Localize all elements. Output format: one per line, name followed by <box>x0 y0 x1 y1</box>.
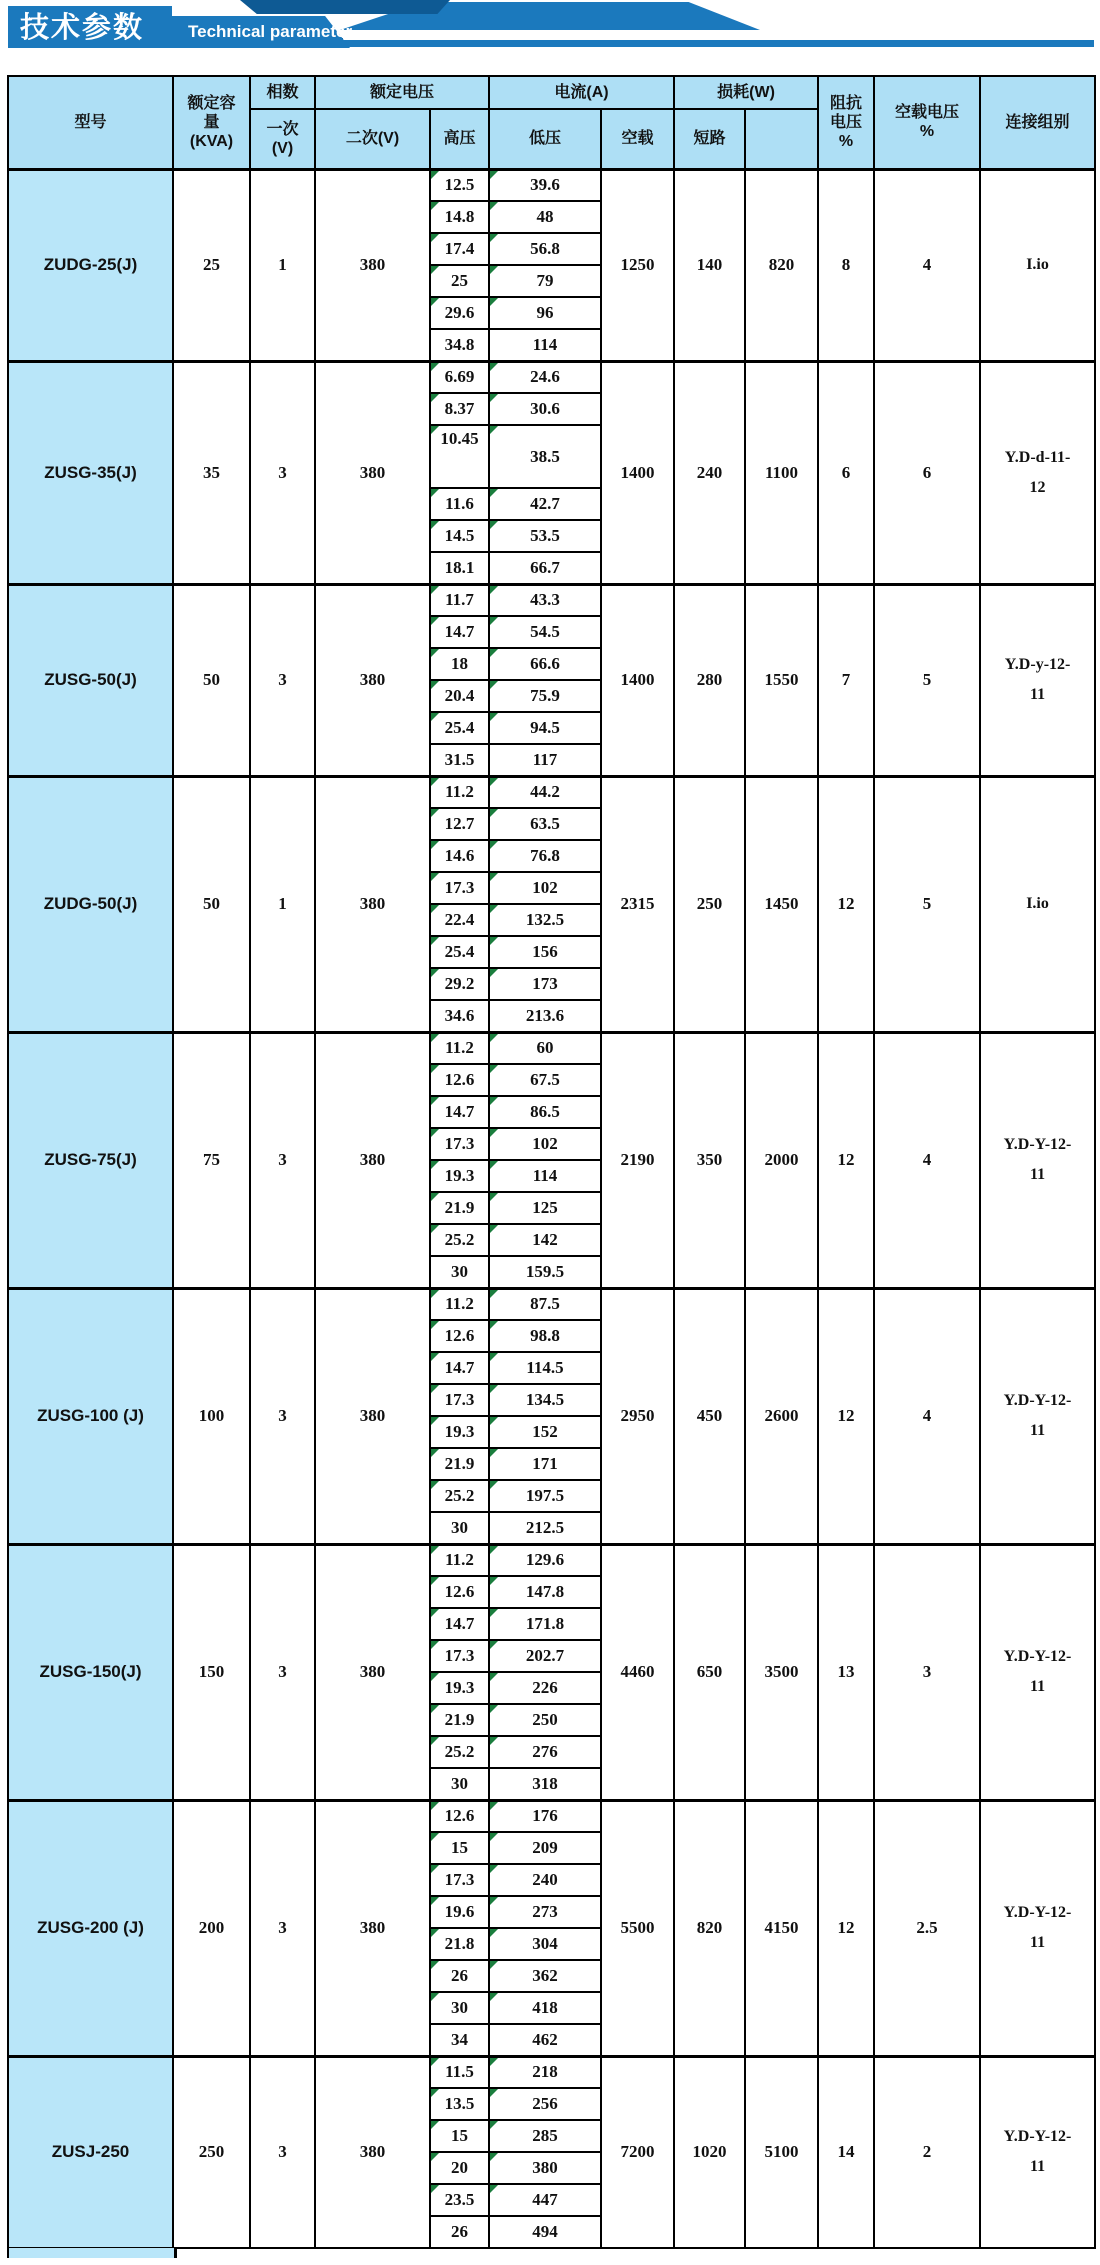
lv-current-cell: 176 <box>489 1800 601 1832</box>
hv-current-cell: 12.6 <box>430 1064 489 1096</box>
lv-current-cell: 318 <box>489 1768 601 1800</box>
header-connection: 连接组别 <box>980 76 1095 169</box>
lv-current-cell: 24.6 <box>489 361 601 393</box>
short-col-value: 820 <box>674 1800 745 2056</box>
header-noload: 空载 <box>601 109 674 169</box>
model-cell: ZUDG-50(J) <box>8 776 173 1032</box>
lv-current-cell: 129.6 <box>489 1544 601 1576</box>
header-secondary: 二次(V) <box>315 109 430 169</box>
table-body <box>8 76 1095 2248</box>
connection-group-cell: Y.D-Y-12- 11 <box>980 1032 1095 1288</box>
extra-col-value: 820 <box>745 169 818 361</box>
lv-current-cell: 66.6 <box>489 648 601 680</box>
lv-current-cell: 76.8 <box>489 840 601 872</box>
phase-cell: 3 <box>250 1800 315 2056</box>
hv-current-cell: 11.2 <box>430 1544 489 1576</box>
hv-current-cell: 30 <box>430 1992 489 2024</box>
lv-current-cell: 98.8 <box>489 1320 601 1352</box>
secondary-voltage-cell: 380 <box>315 584 430 776</box>
hv-current-cell: 25.4 <box>430 936 489 968</box>
hv-current-cell: 30 <box>430 1768 489 1800</box>
connection-group-cell: Y.D-d-11- 12 <box>980 361 1095 584</box>
hv-current-cell: 17.4 <box>430 233 489 265</box>
lv-current-cell: 75.9 <box>489 680 601 712</box>
hv-current-cell: 21.9 <box>430 1448 489 1480</box>
lv-current-cell: 60 <box>489 1032 601 1064</box>
lv-current-cell: 447 <box>489 2184 601 2216</box>
header-noload-voltage: 空载电压 % <box>874 76 980 169</box>
hv-current-cell: 19.3 <box>430 1416 489 1448</box>
hv-current-cell: 15 <box>430 1832 489 1864</box>
phase-cell: 3 <box>250 361 315 584</box>
hv-current-cell: 26 <box>430 1960 489 1992</box>
lv-current-cell: 63.5 <box>489 808 601 840</box>
lv-current-cell: 418 <box>489 1992 601 2024</box>
hv-current-cell: 18 <box>430 648 489 680</box>
capacity-cell: 35 <box>173 361 250 584</box>
hv-current-cell: 21.9 <box>430 1192 489 1224</box>
phase-cell: 3 <box>250 1544 315 1800</box>
lv-current-cell: 276 <box>489 1736 601 1768</box>
hv-current-cell: 22.4 <box>430 904 489 936</box>
header-loss: 损耗(W) <box>674 76 818 109</box>
lv-current-cell: 142 <box>489 1224 601 1256</box>
ribbon-underline <box>331 40 1094 47</box>
hv-current-cell: 25 <box>430 265 489 297</box>
lv-current-cell: 67.5 <box>489 1064 601 1096</box>
lv-current-cell: 171.8 <box>489 1608 601 1640</box>
lv-current-cell: 159.5 <box>489 1256 601 1288</box>
lv-current-cell: 30.6 <box>489 393 601 425</box>
model-cell: ZUSG-75(J) <box>8 1032 173 1288</box>
hv-current-cell: 15 <box>430 2120 489 2152</box>
noload-col-value: 1250 <box>601 169 674 361</box>
lv-current-cell: 48 <box>489 201 601 233</box>
lv-current-cell: 197.5 <box>489 1480 601 1512</box>
extra-col-value: 2000 <box>745 1032 818 1288</box>
hv-current-cell: 17.3 <box>430 1640 489 1672</box>
hv-current-cell: 34.6 <box>430 1000 489 1032</box>
hv-current-cell: 14.8 <box>430 201 489 233</box>
parameters-table-wrap <box>7 75 1096 2249</box>
extra-col-value: 1450 <box>745 776 818 1032</box>
connection-group-cell: I.io <box>980 169 1095 361</box>
hv-current-cell: 14.5 <box>430 520 489 552</box>
lv-current-cell: 362 <box>489 1960 601 1992</box>
lv-current-cell: 86.5 <box>489 1096 601 1128</box>
noload-col-value: 2190 <box>601 1032 674 1288</box>
lv-current-cell: 380 <box>489 2152 601 2184</box>
lv-current-cell: 202.7 <box>489 1640 601 1672</box>
lv-current-cell: 494 <box>489 2216 601 2248</box>
extra-col-value: 2600 <box>745 1288 818 1544</box>
header-short: 短路 <box>674 109 745 169</box>
short-col-value: 1020 <box>674 2056 745 2248</box>
lv-current-cell: 56.8 <box>489 233 601 265</box>
extra-col-value: 5100 <box>745 2056 818 2248</box>
lv-current-cell: 171 <box>489 1448 601 1480</box>
hv-current-cell: 14.7 <box>430 1608 489 1640</box>
extra-col-value: 1550 <box>745 584 818 776</box>
model-cell: ZUSG-35(J) <box>8 361 173 584</box>
noload-voltage-value: 5 <box>874 776 980 1032</box>
noload-voltage-value: 2 <box>874 2056 980 2248</box>
impedance-value: 12 <box>818 1800 874 2056</box>
capacity-cell: 200 <box>173 1800 250 2056</box>
header-primary: 一次 (V) <box>250 109 315 169</box>
model-cell: ZUSJ-250 <box>8 2056 173 2248</box>
lv-current-cell: 102 <box>489 1128 601 1160</box>
hv-current-cell: 25.2 <box>430 1736 489 1768</box>
lv-current-cell: 152 <box>489 1416 601 1448</box>
lv-current-cell: 79 <box>489 265 601 297</box>
capacity-cell: 25 <box>173 169 250 361</box>
page-title: 技术参数 <box>20 12 145 44</box>
lv-current-cell: 273 <box>489 1896 601 1928</box>
noload-col-value: 4460 <box>601 1544 674 1800</box>
phase-cell: 1 <box>250 776 315 1032</box>
hv-current-cell: 11.2 <box>430 1288 489 1320</box>
hv-current-cell: 29.2 <box>430 968 489 1000</box>
lv-current-cell: 132.5 <box>489 904 601 936</box>
impedance-value: 13 <box>818 1544 874 1800</box>
hv-current-cell: 17.3 <box>430 1128 489 1160</box>
connection-group-cell: Y.D-y-12- 11 <box>980 584 1095 776</box>
page-subtitle: Technical parameter <box>188 22 353 41</box>
header-lv: 低压 <box>489 109 601 169</box>
hv-current-cell: 11.2 <box>430 776 489 808</box>
capacity-cell: 50 <box>173 776 250 1032</box>
phase-cell: 3 <box>250 1288 315 1544</box>
hv-current-cell: 29.6 <box>430 297 489 329</box>
lv-current-cell: 250 <box>489 1704 601 1736</box>
noload-voltage-value: 4 <box>874 1032 980 1288</box>
hv-current-cell: 12.6 <box>430 1576 489 1608</box>
lv-current-cell: 173 <box>489 968 601 1000</box>
noload-col-value: 1400 <box>601 361 674 584</box>
lv-current-cell: 42.7 <box>489 488 601 520</box>
lv-current-cell: 114.5 <box>489 1352 601 1384</box>
hv-current-cell: 11.6 <box>430 488 489 520</box>
impedance-value: 8 <box>818 169 874 361</box>
noload-col-value: 5500 <box>601 1800 674 2056</box>
hv-current-cell: 8.37 <box>430 393 489 425</box>
header-rated-voltage: 额定电压 <box>315 76 489 109</box>
lv-current-cell: 462 <box>489 2024 601 2056</box>
lv-current-cell: 87.5 <box>489 1288 601 1320</box>
hv-current-cell: 17.3 <box>430 872 489 904</box>
impedance-value: 12 <box>818 1032 874 1288</box>
hv-current-cell: 26 <box>430 2216 489 2248</box>
header-hv: 高压 <box>430 109 489 169</box>
secondary-voltage-cell: 380 <box>315 776 430 1032</box>
model-cell: ZUSG-50(J) <box>8 584 173 776</box>
lv-current-cell: 156 <box>489 936 601 968</box>
connection-group-cell: Y.D-Y-12- 11 <box>980 1800 1095 2056</box>
phase-cell: 3 <box>250 1032 315 1288</box>
hv-current-cell: 25.4 <box>430 712 489 744</box>
hv-current-cell: 20 <box>430 2152 489 2184</box>
noload-voltage-value: 3 <box>874 1544 980 1800</box>
lv-current-cell: 114 <box>489 329 601 361</box>
lv-current-cell: 134.5 <box>489 1384 601 1416</box>
short-col-value: 140 <box>674 169 745 361</box>
secondary-voltage-cell: 380 <box>315 1288 430 1544</box>
lv-current-cell: 38.5 <box>489 425 601 488</box>
capacity-cell: 75 <box>173 1032 250 1288</box>
capacity-cell: 250 <box>173 2056 250 2248</box>
header-blank <box>745 109 818 169</box>
noload-voltage-value: 2.5 <box>874 1800 980 2056</box>
lv-current-cell: 43.3 <box>489 584 601 616</box>
model-cell: ZUSG-200 (J) <box>8 1800 173 2056</box>
capacity-cell: 150 <box>173 1544 250 1800</box>
short-col-value: 280 <box>674 584 745 776</box>
short-col-value: 240 <box>674 361 745 584</box>
noload-voltage-value: 5 <box>874 584 980 776</box>
hv-current-cell: 17.3 <box>430 1864 489 1896</box>
impedance-value: 14 <box>818 2056 874 2248</box>
lv-current-cell: 213.6 <box>489 1000 601 1032</box>
noload-col-value: 1400 <box>601 584 674 776</box>
hv-current-cell: 34.8 <box>430 329 489 361</box>
connection-group-cell: Y.D-Y-12- 11 <box>980 2056 1095 2248</box>
extra-col-value: 4150 <box>745 1800 818 2056</box>
lv-current-cell: 212.5 <box>489 1512 601 1544</box>
hv-current-cell: 18.1 <box>430 552 489 584</box>
short-col-value: 350 <box>674 1032 745 1288</box>
secondary-voltage-cell: 380 <box>315 1032 430 1288</box>
phase-cell: 3 <box>250 584 315 776</box>
noload-voltage-value: 4 <box>874 1288 980 1544</box>
hv-current-cell: 11.5 <box>430 2056 489 2088</box>
hv-current-cell: 14.6 <box>430 840 489 872</box>
hv-current-cell: 12.6 <box>430 1320 489 1352</box>
hv-current-cell: 34 <box>430 2024 489 2056</box>
lv-current-cell: 54.5 <box>489 616 601 648</box>
hv-current-cell: 23.5 <box>430 2184 489 2216</box>
lv-current-cell: 256 <box>489 2088 601 2120</box>
noload-voltage-value: 4 <box>874 169 980 361</box>
header-capacity: 额定容 量 (KVA) <box>173 76 250 169</box>
hv-current-cell: 12.7 <box>430 808 489 840</box>
hv-current-cell: 10.45 <box>430 425 489 488</box>
phase-cell: 3 <box>250 2056 315 2248</box>
lv-current-cell: 285 <box>489 2120 601 2152</box>
secondary-voltage-cell: 380 <box>315 169 430 361</box>
connection-group-cell: Y.D-Y-12- 11 <box>980 1288 1095 1544</box>
hv-current-cell: 6.69 <box>430 361 489 393</box>
lv-current-cell: 96 <box>489 297 601 329</box>
hv-current-cell: 19.6 <box>430 1896 489 1928</box>
lv-current-cell: 117 <box>489 744 601 776</box>
lv-current-cell: 147.8 <box>489 1576 601 1608</box>
parameters-table <box>7 75 1096 2249</box>
impedance-value: 7 <box>818 584 874 776</box>
noload-col-value: 2950 <box>601 1288 674 1544</box>
lv-current-cell: 53.5 <box>489 520 601 552</box>
model-cell: ZUSG-100 (J) <box>8 1288 173 1544</box>
lv-current-cell: 226 <box>489 1672 601 1704</box>
title-ribbon <box>0 0 1100 75</box>
lv-current-cell: 304 <box>489 1928 601 1960</box>
hv-current-cell: 21.9 <box>430 1704 489 1736</box>
hv-current-cell: 14.7 <box>430 616 489 648</box>
hv-current-cell: 17.3 <box>430 1384 489 1416</box>
noload-voltage-value: 6 <box>874 361 980 584</box>
lv-current-cell: 125 <box>489 1192 601 1224</box>
capacity-cell: 50 <box>173 584 250 776</box>
ribbon-dark-shape <box>240 0 450 14</box>
hv-current-cell: 12.5 <box>430 169 489 201</box>
hv-current-cell: 19.3 <box>430 1160 489 1192</box>
hv-current-cell: 30 <box>430 1512 489 1544</box>
hv-current-cell: 12.6 <box>430 1800 489 1832</box>
short-col-value: 250 <box>674 776 745 1032</box>
model-cell: ZUSG-150(J) <box>8 1544 173 1800</box>
lv-current-cell: 240 <box>489 1864 601 1896</box>
lv-current-cell: 218 <box>489 2056 601 2088</box>
hv-current-cell: 19.3 <box>430 1672 489 1704</box>
hv-current-cell: 21.8 <box>430 1928 489 1960</box>
impedance-value: 12 <box>818 776 874 1032</box>
extra-col-value: 1100 <box>745 361 818 584</box>
impedance-value: 12 <box>818 1288 874 1544</box>
lv-current-cell: 44.2 <box>489 776 601 808</box>
hv-current-cell: 14.7 <box>430 1096 489 1128</box>
lv-current-cell: 39.6 <box>489 169 601 201</box>
impedance-value: 6 <box>818 361 874 584</box>
connection-group-cell: I.io <box>980 776 1095 1032</box>
noload-col-value: 2315 <box>601 776 674 1032</box>
hv-current-cell: 13.5 <box>430 2088 489 2120</box>
lv-current-cell: 209 <box>489 1832 601 1864</box>
cutoff-next-row <box>7 2248 177 2258</box>
lv-current-cell: 94.5 <box>489 712 601 744</box>
hv-current-cell: 25.2 <box>430 1224 489 1256</box>
header-impedance: 阻抗 电压 % <box>818 76 874 169</box>
hv-current-cell: 14.7 <box>430 1352 489 1384</box>
short-col-value: 450 <box>674 1288 745 1544</box>
header-current: 电流(A) <box>489 76 674 109</box>
lv-current-cell: 114 <box>489 1160 601 1192</box>
connection-group-cell: Y.D-Y-12- 11 <box>980 1544 1095 1800</box>
lv-current-cell: 66.7 <box>489 552 601 584</box>
hv-current-cell: 25.2 <box>430 1480 489 1512</box>
capacity-cell: 100 <box>173 1288 250 1544</box>
header-model: 型号 <box>8 76 173 169</box>
noload-col-value: 7200 <box>601 2056 674 2248</box>
secondary-voltage-cell: 380 <box>315 1544 430 1800</box>
secondary-voltage-cell: 380 <box>315 2056 430 2248</box>
extra-col-value: 3500 <box>745 1544 818 1800</box>
secondary-voltage-cell: 380 <box>315 1800 430 2056</box>
hv-current-cell: 31.5 <box>430 744 489 776</box>
lv-current-cell: 102 <box>489 872 601 904</box>
secondary-voltage-cell: 380 <box>315 361 430 584</box>
hv-current-cell: 11.2 <box>430 1032 489 1064</box>
header-phase: 相数 <box>250 76 315 109</box>
phase-cell: 1 <box>250 169 315 361</box>
hv-current-cell: 11.7 <box>430 584 489 616</box>
hv-current-cell: 20.4 <box>430 680 489 712</box>
short-col-value: 650 <box>674 1544 745 1800</box>
hv-current-cell: 30 <box>430 1256 489 1288</box>
model-cell: ZUDG-25(J) <box>8 169 173 361</box>
